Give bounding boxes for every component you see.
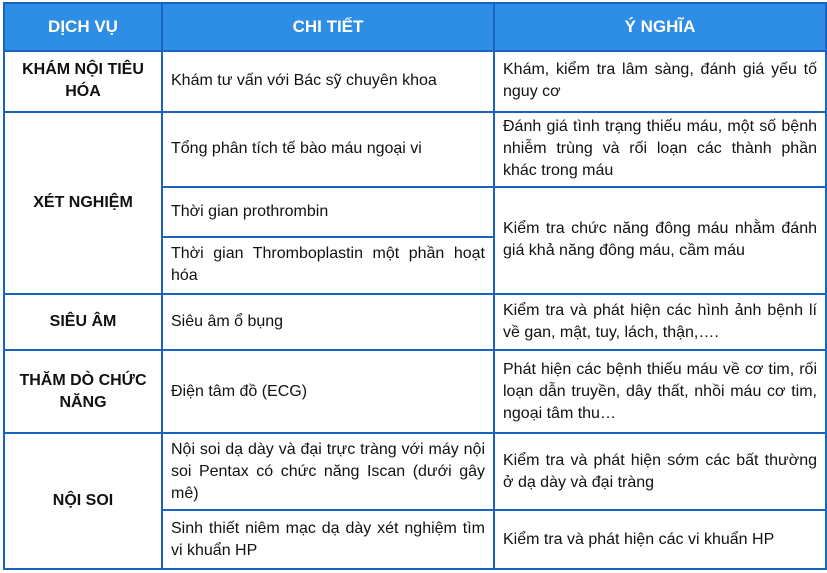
table-row	[4, 51, 826, 112]
header-service: DỊCH VỤ	[4, 3, 162, 51]
service-name: XÉT NGHIỆM	[4, 112, 162, 294]
service-name: NỘI SOI	[4, 433, 162, 569]
meaning-cell: Khám, kiểm tra lâm sàng, đánh giá yếu tố nguy cơ	[494, 51, 826, 112]
detail-cell: Điện tâm đồ (ECG)	[162, 350, 494, 433]
service-name: SIÊU ÂM	[4, 294, 162, 351]
meaning-cell: Kiểm tra chức năng đông máu nhằm đánh giá khả năng đông máu, cầm máu	[494, 187, 826, 294]
table-row	[4, 294, 826, 351]
header-row	[4, 3, 826, 51]
detail-cell: Sinh thiết niêm mạc dạ dày xét nghiệm tìm vi khuẩn HP	[162, 510, 494, 569]
table-body	[4, 51, 826, 569]
header-detail: CHI TIẾT	[162, 3, 494, 51]
table-row	[4, 350, 826, 433]
detail-cell: Khám tư vấn với Bác sỹ chuyên khoa	[162, 51, 494, 112]
table-row	[4, 112, 826, 187]
detail-cell: Thời gian prothrombin	[162, 187, 494, 238]
table-header	[4, 3, 826, 51]
service-name: THĂM DÒ CHỨC NĂNG	[4, 350, 162, 433]
detail-cell: Nội soi dạ dày và đại trực tràng với máy nội soi Pentax có chức năng Iscan (dưới gây mê)	[162, 433, 494, 510]
detail-cell: Siêu âm ổ bụng	[162, 294, 494, 351]
meaning-cell: Kiểm tra và phát hiện các hình ảnh bệnh lí về gan, mật, tuy, lách, thận,….	[494, 294, 826, 351]
service-name: KHÁM NỘI TIÊU HÓA	[4, 51, 162, 112]
detail-cell: Thời gian Thromboplastin một phần hoạt hóa	[162, 237, 494, 294]
meaning-cell: Kiểm tra và phát hiện các vi khuẩn HP	[494, 510, 826, 569]
detail-cell: Tổng phân tích tế bào máu ngoại vi	[162, 112, 494, 187]
meaning-cell: Kiểm tra và phát hiện sớm các bất thường ở dạ dày và đại tràng	[494, 433, 826, 510]
meaning-cell: Đánh giá tình trạng thiếu máu, một số bệnh nhiễm trùng và rối loạn các thành phần khác trong máu	[494, 112, 826, 187]
table-row	[4, 433, 826, 510]
header-meaning: Ý NGHĨA	[494, 3, 826, 51]
service-table	[3, 2, 827, 570]
meaning-cell: Phát hiện các bệnh thiếu máu về cơ tim, rối loạn dẫn truyền, dây thất, nhồi máu cơ tim, ngoại tâm thu…	[494, 350, 826, 433]
